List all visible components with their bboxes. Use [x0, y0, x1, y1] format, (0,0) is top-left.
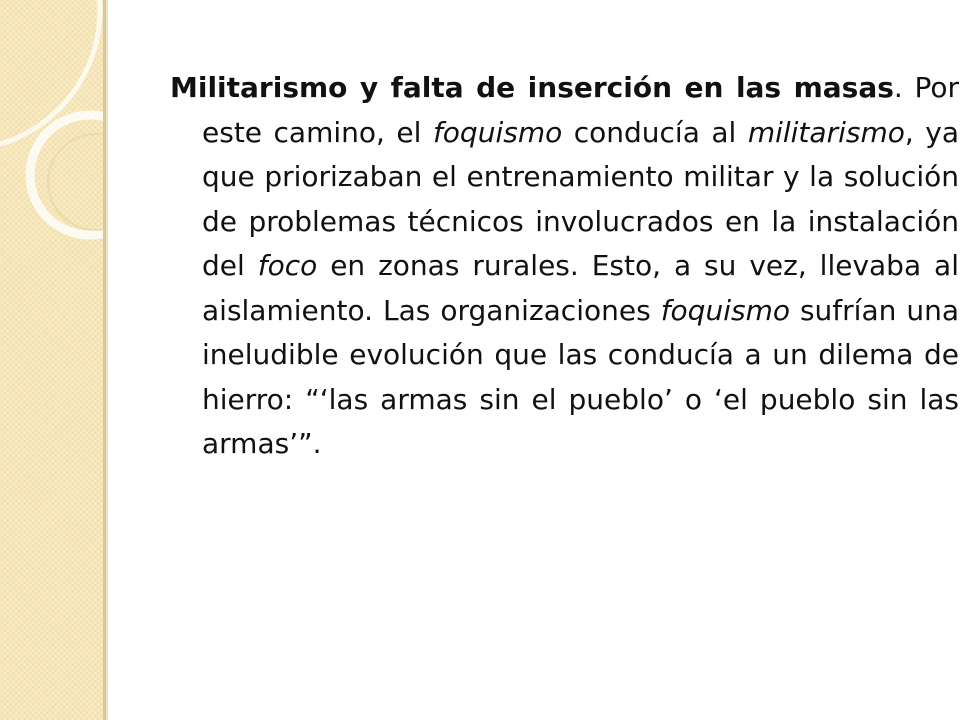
decorative-side-band — [0, 0, 103, 720]
body-text-segment: , ya que priorizaban el entrenamiento militar y la solución de problemas técnicos involucrados en la instalación del — [202, 115, 959, 282]
emphasis-term: foco — [257, 249, 318, 282]
emphasis-term: foquismo — [432, 115, 563, 149]
body-text-segment: sufrían una ineludible evolución que las conducía a un dilema de hierro: “‘las armas sin el pueblo’ o ‘el pueblo sin las armas’”. — [202, 293, 960, 460]
slide-body-paragraph — [170, 66, 959, 467]
body-text-segment: en zonas rurales. Esto, a su vez, llevaba al aislamiento. Las organizaciones — [202, 249, 959, 327]
emphasis-term: foquismo — [660, 293, 790, 327]
emphasis-term: militarismo — [747, 115, 905, 149]
decorative-rings-icon — [0, 0, 103, 300]
slide-heading-text: Militarismo y falta de inserción en las masas — [170, 71, 894, 104]
band-divider-highlight — [106, 0, 108, 720]
body-text-segment: . Por este camino, el — [202, 71, 959, 149]
body-text-segment: conducía al — [562, 115, 748, 149]
